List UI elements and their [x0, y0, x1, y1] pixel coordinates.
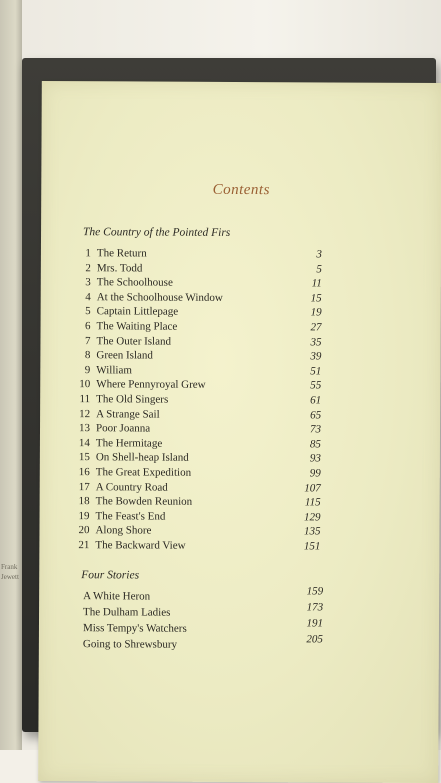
toc-entry-number: 15	[78, 451, 90, 464]
toc-entry-title: Mrs. Todd	[96, 261, 143, 275]
toc-entry-title: A Strange Sail	[96, 407, 160, 421]
toc-entry-page: 99	[309, 467, 321, 480]
toc-entry	[40, 407, 440, 422]
toc-entry-page: 65	[310, 408, 322, 422]
left-page-edge	[0, 0, 22, 750]
toc-entry	[41, 247, 441, 261]
toc-entry-page: 115	[304, 496, 321, 509]
toc-entry-page: 61	[310, 394, 322, 407]
toc-entry-number: 2	[85, 261, 91, 274]
toc-entry-page: 11	[311, 277, 322, 290]
toc-entry-page: 27	[310, 321, 322, 334]
toc-entry-number: 21	[78, 539, 90, 552]
toc-story-entry	[39, 585, 439, 603]
section-heading-four-stories: Four Stories	[81, 569, 140, 582]
toc-entry-title: The Return	[96, 247, 147, 260]
toc-entry-number: 19	[78, 509, 90, 523]
toc-entry-title: The Old Singers	[96, 393, 169, 406]
toc-entry-number: 12	[79, 407, 91, 420]
toc-entry-number: 13	[78, 422, 91, 435]
toc-entry	[40, 363, 440, 378]
toc-entry-number: 10	[79, 378, 91, 391]
toc-story-entry	[39, 617, 439, 635]
toc-entry	[41, 261, 441, 276]
toc-entry-page: 3	[316, 248, 322, 261]
left-page-fragment	[1, 562, 21, 582]
toc-entry	[41, 276, 441, 290]
contents-title: Contents	[212, 181, 270, 199]
toc-story-page: 205	[306, 633, 323, 646]
toc-entry-title: On Shell-heap Island	[95, 451, 189, 465]
toc-entry	[41, 334, 441, 349]
toc-entry-number: 4	[85, 290, 91, 304]
toc-entry-title: Captain Littlepage	[96, 305, 179, 319]
toc-entry-page: 107	[304, 481, 321, 495]
toc-entry-number: 1	[85, 247, 91, 260]
book-cover	[22, 58, 436, 732]
toc-entry-page: 5	[316, 262, 322, 276]
toc-entry	[40, 466, 440, 480]
toc-entry-title: A Country Road	[95, 480, 168, 494]
toc-entry	[40, 422, 440, 436]
toc-entry-number: 20	[78, 524, 90, 537]
toc-entry-title: The Waiting Place	[96, 320, 178, 333]
toc-entry-title: Along Shore	[95, 524, 152, 537]
toc-entry-page: 129	[304, 511, 321, 524]
toc-story-entry	[39, 601, 439, 619]
toc-entry-number: 8	[84, 349, 91, 362]
toc-entry-number: 7	[84, 334, 91, 347]
toc-entry-title: Green Island	[96, 349, 153, 362]
toc-entry-page: 51	[310, 365, 322, 378]
left-fragment-line: Frank	[1, 563, 18, 571]
toc-entry-title: The Bowden Reunion	[95, 495, 193, 508]
toc-entry-page: 93	[309, 452, 321, 465]
toc-entry-title: William	[96, 364, 132, 377]
toc-entry-number: 18	[78, 495, 90, 508]
toc-entry	[41, 320, 441, 334]
toc-story-title: Going to Shrewsbury	[82, 638, 178, 651]
toc-story-page: 191	[306, 617, 324, 630]
toc-entry	[40, 349, 440, 363]
toc-entry-page: 15	[310, 292, 322, 305]
toc-entry-title: The Feast's End	[95, 510, 166, 523]
toc-entry	[40, 495, 440, 509]
toc-entry-page: 135	[303, 525, 321, 538]
toc-entry-title: The Hermitage	[95, 437, 163, 450]
toc-entry	[40, 451, 440, 465]
toc-entry-page: 19	[310, 306, 322, 319]
toc-entry-number: 5	[85, 305, 91, 318]
toc-entry-number: 14	[78, 436, 90, 450]
toc-entry	[40, 393, 440, 407]
toc-entry-page: 35	[310, 335, 322, 349]
toc-entry-number: 6	[85, 320, 91, 333]
toc-story-entry	[39, 633, 439, 651]
toc-entry-number: 9	[84, 363, 91, 377]
section-heading-pointed-firs: The Country of the Pointed Firs	[83, 226, 231, 239]
toc-entry-title: The Great Expedition	[95, 466, 192, 479]
toc-story-page: 173	[306, 601, 324, 614]
toc-story-title: A White Heron	[83, 590, 151, 603]
toc-entry-title: Where Pennyroyal Grew	[96, 378, 206, 392]
toc-entry	[41, 305, 441, 319]
toc-entry-number: 11	[79, 393, 91, 406]
toc-entry-number: 17	[78, 480, 90, 493]
toc-story-title: The Dulham Ladies	[83, 606, 171, 619]
toc-entry-title: The Schoolhouse	[96, 276, 173, 289]
toc-entry-page: 85	[309, 438, 321, 451]
toc-story-page: 159	[306, 585, 324, 598]
left-fragment-line: Jewett	[1, 573, 19, 581]
toc-entry-page: 55	[310, 379, 322, 392]
toc-entry	[41, 290, 441, 305]
toc-entry	[39, 539, 439, 553]
toc-entry	[40, 480, 440, 495]
toc-entry-page: 73	[309, 423, 322, 436]
toc-entry-title: The Backward View	[95, 539, 186, 552]
toc-entry-title: At the Schoolhouse Window	[96, 291, 223, 304]
toc-entry	[40, 436, 440, 451]
toc-entry-title: The Outer Island	[96, 334, 172, 348]
toc-entry	[40, 509, 440, 524]
toc-entry	[40, 378, 440, 392]
toc-story-title: Miss Tempy's Watchers	[82, 622, 187, 635]
toc-entry-page: 151	[303, 540, 321, 553]
contents-page	[38, 81, 441, 783]
toc-entry-page: 39	[310, 350, 322, 363]
toc-entry	[40, 524, 440, 538]
toc-entry-number: 16	[78, 466, 90, 479]
toc-entry-title: Poor Joanna	[95, 422, 151, 435]
toc-entry-number: 3	[85, 276, 91, 289]
